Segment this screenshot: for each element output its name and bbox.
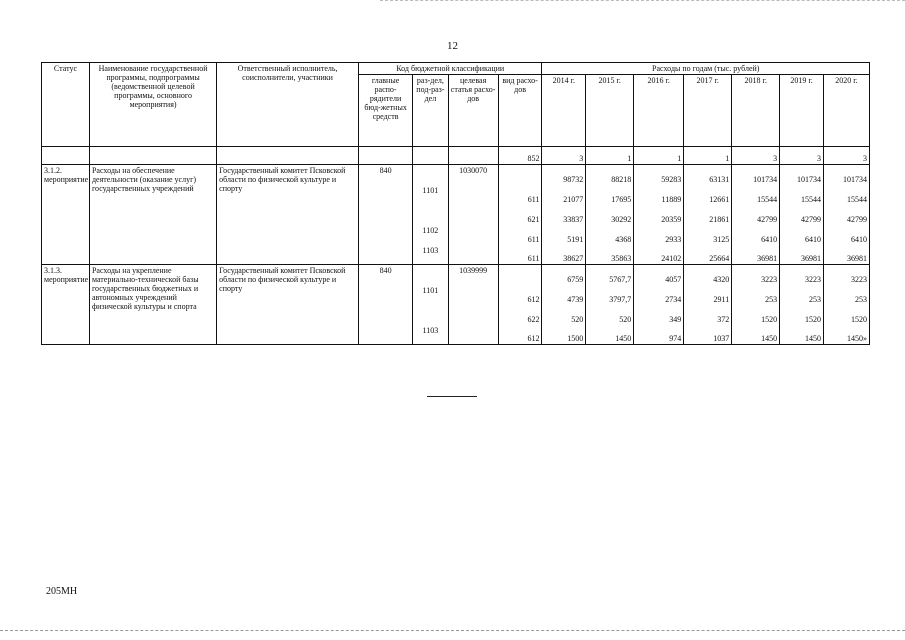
budget-table-wrapper <box>41 62 870 345</box>
numbering-value: 3 <box>823 147 869 165</box>
section-cell: 1103 <box>413 325 448 345</box>
grbs-cell <box>358 185 412 205</box>
amount-cell: 63131 <box>684 165 732 185</box>
header-year-2016: 2016 г. <box>634 75 684 147</box>
amount-cell: 4368 <box>586 225 634 245</box>
amount-cell: 2734 <box>634 285 684 305</box>
header-status: Статус <box>42 63 90 147</box>
name-cell: Расходы на обеспечение деятельности (оказание услуг) государственных учреждений <box>89 165 216 265</box>
amount-cell: 1500 <box>542 325 586 345</box>
target-cell <box>448 185 498 205</box>
name-cell: Расходы на укрепление материально-технической базы государственных бюджетных и автономных учреждений физической культуры и спорта <box>89 265 216 345</box>
amount-cell: 3797,7 <box>586 285 634 305</box>
grbs-cell <box>358 285 412 305</box>
amount-cell: 3223 <box>780 265 824 285</box>
header-row-top <box>42 63 870 75</box>
footer-code: 205МН <box>46 586 78 597</box>
amount-cell: 520 <box>542 305 586 325</box>
amount-cell: 5191 <box>542 225 586 245</box>
amount-cell: 11889 <box>634 185 684 205</box>
header-section: раз-дел, под-раз-дел <box>413 75 448 147</box>
amount-cell: 20359 <box>634 205 684 225</box>
kind-cell: 611 <box>498 245 542 265</box>
header-year-2020: 2020 г. <box>823 75 869 147</box>
numbering-value: 3 <box>780 147 824 165</box>
amount-cell: 17695 <box>586 185 634 205</box>
target-cell <box>448 205 498 225</box>
amount-cell: 1450 <box>780 325 824 345</box>
amount-cell: 36981 <box>823 245 869 265</box>
amount-cell: 1450» <box>823 325 869 345</box>
grbs-cell <box>358 245 412 265</box>
target-cell: 1030070 <box>448 165 498 185</box>
amount-cell: 3223 <box>823 265 869 285</box>
executor-cell: Государственный комитет Псковской области по физической культуре и спорту <box>217 265 359 345</box>
amount-cell: 1520 <box>780 305 824 325</box>
amount-cell: 21861 <box>684 205 732 225</box>
status-cell: 3.1.3. мероприятие <box>42 265 90 345</box>
amount-cell: 30292 <box>586 205 634 225</box>
amount-cell: 349 <box>634 305 684 325</box>
grbs-cell <box>358 305 412 325</box>
section-cell <box>413 305 448 325</box>
amount-cell: 4057 <box>634 265 684 285</box>
header-target: целевая статья расхо-дов <box>448 75 498 147</box>
amount-cell: 101734 <box>780 165 824 185</box>
grbs-cell: 840 <box>358 265 412 285</box>
kind-cell: 612 <box>498 285 542 305</box>
target-cell: 1039999 <box>448 265 498 285</box>
kind-cell: 611 <box>498 185 542 205</box>
amount-cell: 520 <box>586 305 634 325</box>
header-year-2017: 2017 г. <box>684 75 732 147</box>
scan-edge-top <box>380 0 905 5</box>
amount-cell: 1520 <box>823 305 869 325</box>
numbering-value: 1 <box>684 147 732 165</box>
amount-cell: 5767,7 <box>586 265 634 285</box>
executor-cell: Государственный комитет Псковской области по физической культуре и спорту <box>217 165 359 265</box>
table-row <box>42 265 870 285</box>
grbs-cell: 840 <box>358 165 412 185</box>
grbs-cell <box>358 205 412 225</box>
amount-cell: 15544 <box>823 185 869 205</box>
amount-cell: 3125 <box>684 225 732 245</box>
amount-cell: 6410 <box>732 225 780 245</box>
header-year-2014: 2014 г. <box>542 75 586 147</box>
section-cell: 1103 <box>413 245 448 265</box>
amount-cell: 1450 <box>732 325 780 345</box>
header-year-2018: 2018 г. <box>732 75 780 147</box>
amount-cell: 4739 <box>542 285 586 305</box>
budget-table <box>41 62 870 345</box>
amount-cell: 6410 <box>780 225 824 245</box>
numbering-kind: 852 <box>498 147 542 165</box>
amount-cell: 4320 <box>684 265 732 285</box>
amount-cell: 42799 <box>732 205 780 225</box>
grbs-cell <box>358 325 412 345</box>
kind-cell: 611 <box>498 225 542 245</box>
block-3-1-2 <box>42 165 870 265</box>
numbering-value: 1 <box>586 147 634 165</box>
section-cell <box>413 265 448 285</box>
amount-cell: 15544 <box>732 185 780 205</box>
page-number: 12 <box>447 40 458 52</box>
amount-cell: 253 <box>823 285 869 305</box>
grbs-cell <box>358 225 412 245</box>
amount-cell: 1520 <box>732 305 780 325</box>
amount-cell: 974 <box>634 325 684 345</box>
kind-cell: 621 <box>498 205 542 225</box>
amount-cell: 101734 <box>732 165 780 185</box>
section-cell: 1101 <box>413 285 448 305</box>
kind-cell <box>498 265 542 285</box>
target-cell <box>448 225 498 245</box>
amount-cell: 25664 <box>684 245 732 265</box>
amount-cell: 33837 <box>542 205 586 225</box>
block-3-1-3 <box>42 265 870 345</box>
status-cell: 3.1.2. мероприятие <box>42 165 90 265</box>
header-executor: Ответственный исполнитель, соисполнители, участники <box>217 63 359 147</box>
header-kind: вид расхо-дов <box>498 75 542 147</box>
amount-cell: 6410 <box>823 225 869 245</box>
end-divider-line <box>427 396 477 397</box>
header-name: Наименование государственной программы, подпрограммы (ведомственной целевой программы, основного мероприятия) <box>89 63 216 147</box>
table-row <box>42 165 870 185</box>
amount-cell: 372 <box>684 305 732 325</box>
amount-cell: 2933 <box>634 225 684 245</box>
scan-edge-bottom <box>0 630 905 631</box>
amount-cell: 3223 <box>732 265 780 285</box>
amount-cell: 2911 <box>684 285 732 305</box>
section-cell <box>413 205 448 225</box>
amount-cell: 36981 <box>780 245 824 265</box>
section-cell: 1102 <box>413 225 448 245</box>
header-year-2019: 2019 г. <box>780 75 824 147</box>
kind-cell: 622 <box>498 305 542 325</box>
amount-cell: 24102 <box>634 245 684 265</box>
header-grbs: главные распо-рядители бюд-жетных средств <box>358 75 412 147</box>
amount-cell: 35863 <box>586 245 634 265</box>
amount-cell: 42799 <box>823 205 869 225</box>
amount-cell: 6759 <box>542 265 586 285</box>
kind-cell <box>498 165 542 185</box>
amount-cell: 21077 <box>542 185 586 205</box>
numbering-value: 1 <box>634 147 684 165</box>
header-budget-code: Код бюджетной классификации <box>358 63 542 75</box>
amount-cell: 98732 <box>542 165 586 185</box>
amount-cell: 12661 <box>684 185 732 205</box>
kind-cell: 612 <box>498 325 542 345</box>
amount-cell: 15544 <box>780 185 824 205</box>
section-cell <box>413 165 448 185</box>
amount-cell: 38627 <box>542 245 586 265</box>
target-cell <box>448 305 498 325</box>
amount-cell: 253 <box>780 285 824 305</box>
numbering-value: 3 <box>542 147 586 165</box>
amount-cell: 1450 <box>586 325 634 345</box>
amount-cell: 101734 <box>823 165 869 185</box>
amount-cell: 88218 <box>586 165 634 185</box>
numbering-value: 3 <box>732 147 780 165</box>
target-cell <box>448 285 498 305</box>
amount-cell: 1037 <box>684 325 732 345</box>
section-cell: 1101 <box>413 185 448 205</box>
numbering-row <box>42 147 870 165</box>
amount-cell: 253 <box>732 285 780 305</box>
target-cell <box>448 245 498 265</box>
amount-cell: 42799 <box>780 205 824 225</box>
amount-cell: 59283 <box>634 165 684 185</box>
target-cell <box>448 325 498 345</box>
header-year-2015: 2015 г. <box>586 75 634 147</box>
amount-cell: 36981 <box>732 245 780 265</box>
header-expenses: Расходы по годам (тыс. рублей) <box>542 63 870 75</box>
